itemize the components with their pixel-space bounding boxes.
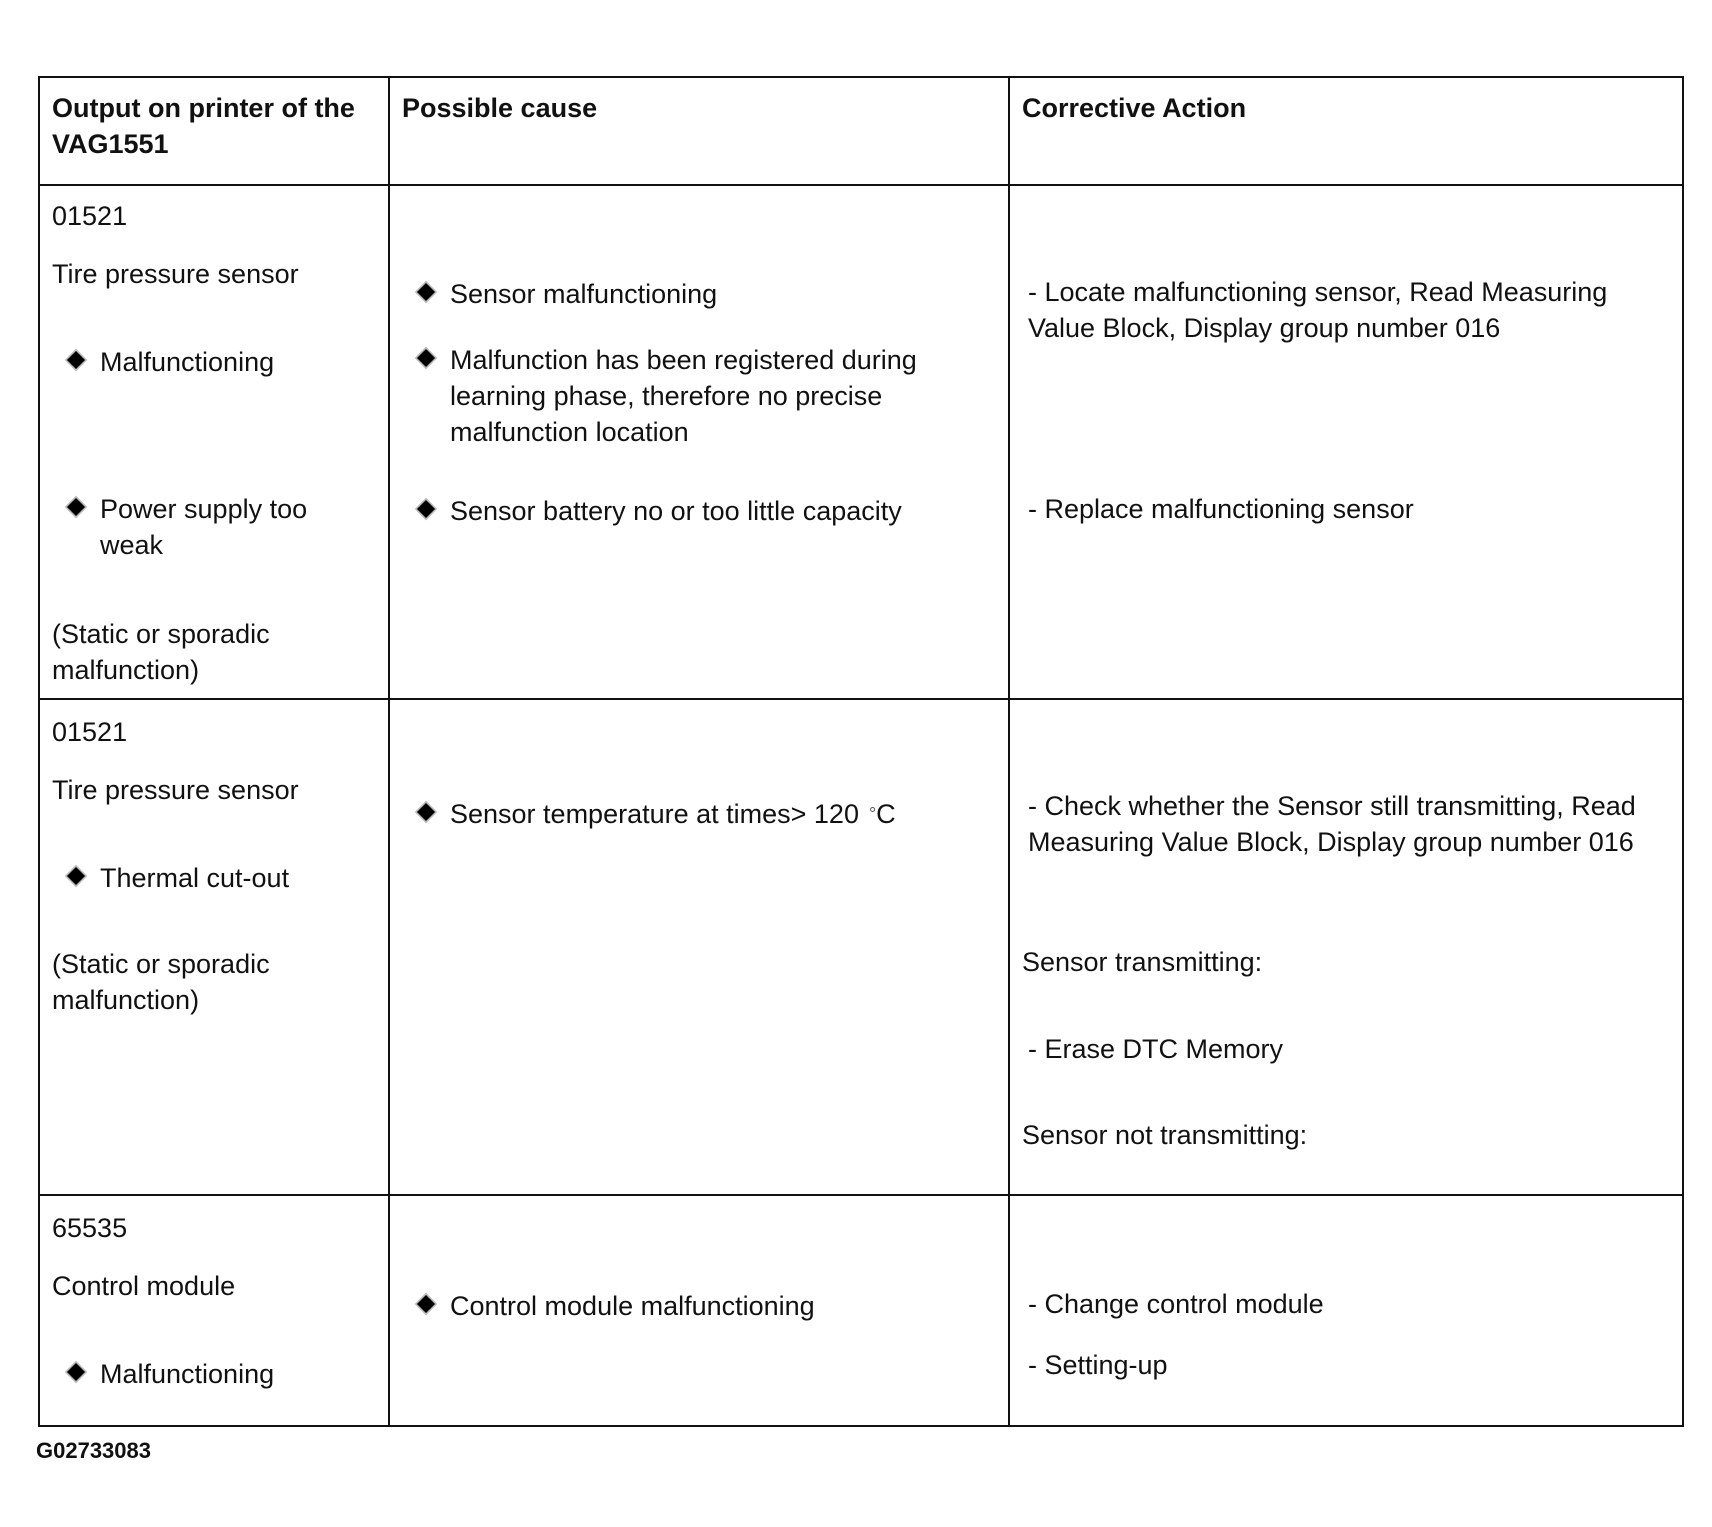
action-text: - Check whether the Sensor still transmitting, Read Measuring Value Block, Display group number 016 (1028, 791, 1636, 857)
malfunction-note: (Static or sporadic malfunction) (52, 949, 270, 1015)
action-text: - Setting-up (1028, 1350, 1168, 1380)
bullet-diamond-icon (412, 1288, 450, 1324)
bullet-diamond-icon (62, 491, 100, 527)
bullet-diamond-icon (412, 342, 450, 378)
figure-id: G02733083 (36, 1438, 151, 1463)
fault-code: 65535 (52, 1213, 128, 1243)
list-item-label (450, 796, 896, 832)
list-item (412, 342, 972, 450)
list-item (62, 344, 274, 380)
component-name: Control module (52, 1271, 236, 1301)
header-cause-label: Possible cause (402, 93, 598, 123)
header-action-label: Corrective Action (1022, 93, 1247, 123)
list-item (62, 860, 289, 896)
list-item-label: Sensor malfunctioning (450, 279, 718, 309)
component-name: Tire pressure sensor (52, 259, 299, 289)
troubleshooting-table (38, 76, 1684, 1427)
action-text: Sensor transmitting: (1022, 947, 1263, 977)
cause-cell (389, 1195, 1009, 1426)
output-cell (39, 1195, 389, 1426)
table-row (39, 699, 1683, 1195)
fault-code: 01521 (52, 717, 128, 747)
cause-cell (389, 699, 1009, 1195)
output-cell (39, 699, 389, 1195)
header-action (1009, 77, 1683, 185)
bullet-diamond-icon (412, 796, 450, 832)
malfunction-note: (Static or sporadic malfunction) (52, 619, 270, 685)
action-cell (1009, 699, 1683, 1195)
action-text: - Replace malfunctioning sensor (1028, 494, 1414, 524)
action-text: - Locate malfunctioning sensor, Read Measuring Value Block, Display group number 016 (1028, 277, 1608, 343)
bullet-diamond-icon (62, 1356, 100, 1392)
bullet-diamond-icon (412, 493, 450, 529)
output-cell (39, 185, 389, 699)
action-text: - Erase DTC Memory (1028, 1034, 1284, 1064)
temperature-unit: C (876, 799, 896, 829)
cause-cell (389, 185, 1009, 699)
bullet-diamond-icon (412, 276, 450, 312)
header-cause (389, 77, 1009, 185)
action-text: Sensor not transmitting: (1022, 1120, 1308, 1150)
temperature-text: Sensor temperature at times> 120 (450, 799, 859, 829)
list-item-label: Control module malfunctioning (450, 1291, 815, 1321)
action-text: - Change control module (1028, 1289, 1324, 1319)
component-name: Tire pressure sensor (52, 775, 299, 805)
table-row (39, 1195, 1683, 1426)
list-item (62, 491, 362, 563)
list-item-label: Malfunction has been registered during learning phase, therefore no precise malfunction location (450, 345, 917, 447)
list-item (412, 493, 902, 529)
header-output-label: Output on printer of the VAG1551 (52, 93, 355, 159)
list-item-label: Malfunctioning (100, 347, 275, 377)
fault-code: 01521 (52, 201, 128, 231)
list-item (412, 1288, 815, 1324)
header-output (39, 77, 389, 185)
list-item-label: Malfunctioning (100, 1359, 275, 1389)
list-item (62, 1356, 274, 1392)
bullet-diamond-icon (62, 860, 100, 896)
list-item-label: Power supply too weak (100, 494, 308, 560)
degree-icon: ° (868, 804, 877, 824)
bullet-diamond-icon (62, 344, 100, 380)
list-item (412, 796, 896, 832)
action-cell (1009, 1195, 1683, 1426)
table-header-row (39, 77, 1683, 185)
action-cell (1009, 185, 1683, 699)
table-row (39, 185, 1683, 699)
list-item-label: Sensor battery no or too little capacity (450, 496, 902, 526)
list-item (412, 276, 717, 312)
list-item-label: Thermal cut-out (100, 863, 290, 893)
